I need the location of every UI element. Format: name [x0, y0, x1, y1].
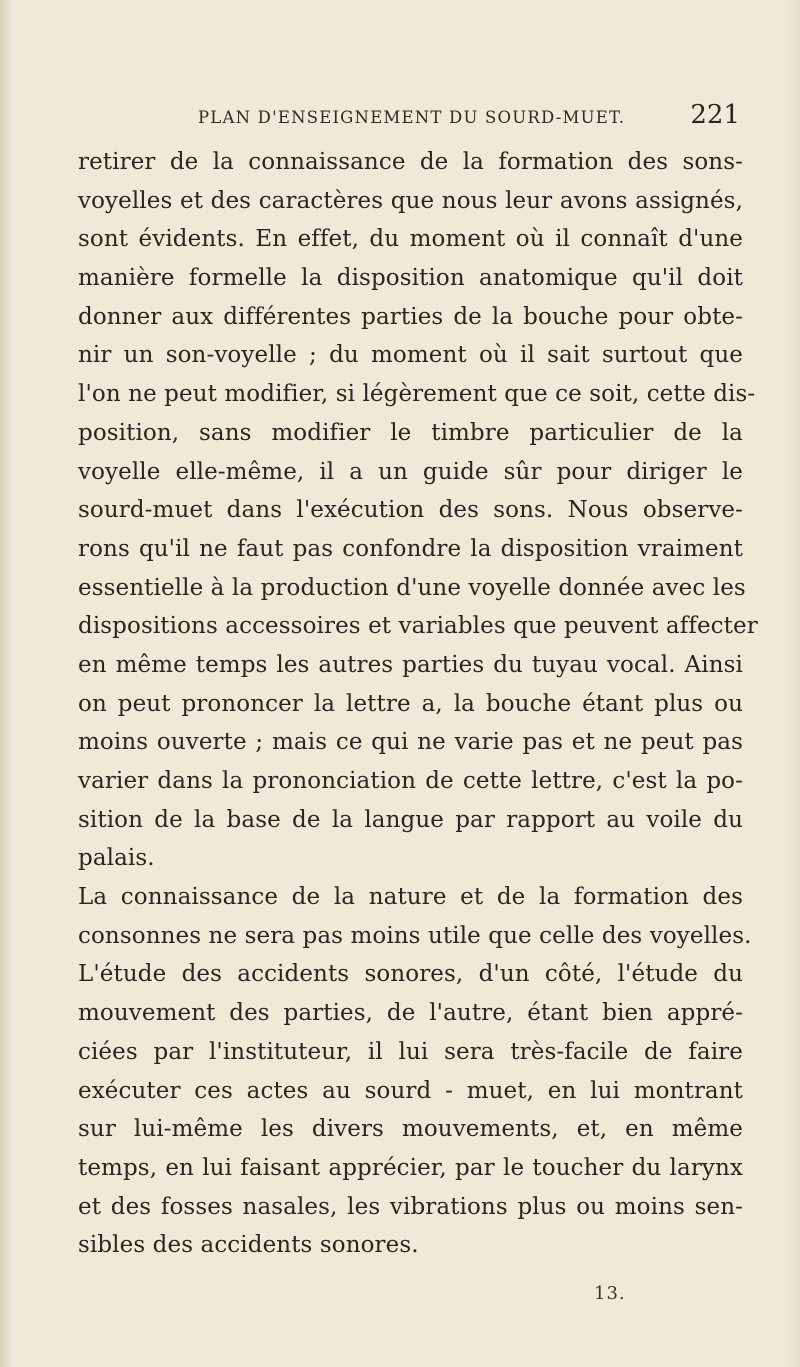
text-line: sont évidents. En effet, du moment où il connaît d'une [78, 226, 743, 253]
text-line: manière formelle la disposition anatomique qu'il doit [78, 265, 743, 292]
text-line: essentielle à la production d'une voyelle donnée avec les [78, 574, 746, 601]
text-line: voyelles et des caractères que nous leur avons assignés, [78, 187, 743, 214]
page-number: 221 [690, 100, 740, 130]
text-line: L'étude des accidents sonores, d'un côté, l'étude du [78, 961, 743, 988]
page-gutter-shadow [0, 0, 10, 1367]
text-line: temps, en lui faisant apprécier, par le toucher du larynx [78, 1154, 743, 1181]
text-line: l'on ne peut modifier, si légèrement que ce soit, cette dis- [78, 381, 756, 408]
text-line: voyelle elle-même, il a un guide sûr pour diriger le [78, 458, 743, 485]
text-line: en même temps les autres parties du tuyau vocal. Ainsi [78, 651, 743, 678]
text-line: dispositions accessoires et variables que peuvent affecter [78, 613, 758, 640]
text-line: mouvement des parties, de l'autre, étant bien appré- [78, 1000, 743, 1027]
text-line: sition de la base de la langue par rapport au voile du [78, 806, 743, 833]
text-line: retirer de la connaissance de la formation des sons- [78, 149, 743, 175]
signature-mark: 13. [594, 1283, 626, 1304]
text-line: sur lui-même les divers mouvements, et, en même [78, 1116, 743, 1143]
text-line: sourd-muet dans l'exécution des sons. Nous observe- [78, 497, 743, 524]
text-line: La connaissance de la nature et de la formation des [78, 884, 743, 911]
text-line: ciées par l'instituteur, il lui sera très-facile de faire [78, 1038, 743, 1065]
text-line: sibles des accidents sonores. [78, 1232, 419, 1259]
text-line: varier dans la prononciation de cette lettre, c'est la po- [78, 768, 743, 794]
text-line: nir un son-voyelle ; du moment où il sait surtout que [78, 342, 743, 369]
running-title: PLAN D'ENSEIGNEMENT DU SOURD-MUET. [198, 108, 626, 127]
text-line: moins ouverte ; mais ce qui ne varie pas et ne peut pas [78, 729, 743, 756]
text-line: consonnes ne sera pas moins utile que celle des voyelles. [78, 922, 752, 949]
text-line: exécuter ces actes au sourd - muet, en lui montrant [78, 1077, 743, 1104]
body-text [78, 143, 758, 1265]
text-line: on peut prononcer la lettre a, la bouche étant plus ou [78, 690, 743, 717]
text-line: rons qu'il ne faut pas confondre la disposition vraiment [78, 535, 743, 562]
text-line: position, sans modifier le timbre particulier de la [78, 419, 743, 446]
text-line: et des fosses nasales, les vibrations plus ou moins sen- [78, 1193, 743, 1220]
text-line: donner aux différentes parties de la bouche pour obte- [78, 303, 743, 330]
running-head [78, 100, 740, 136]
text-line: palais. [78, 845, 155, 872]
